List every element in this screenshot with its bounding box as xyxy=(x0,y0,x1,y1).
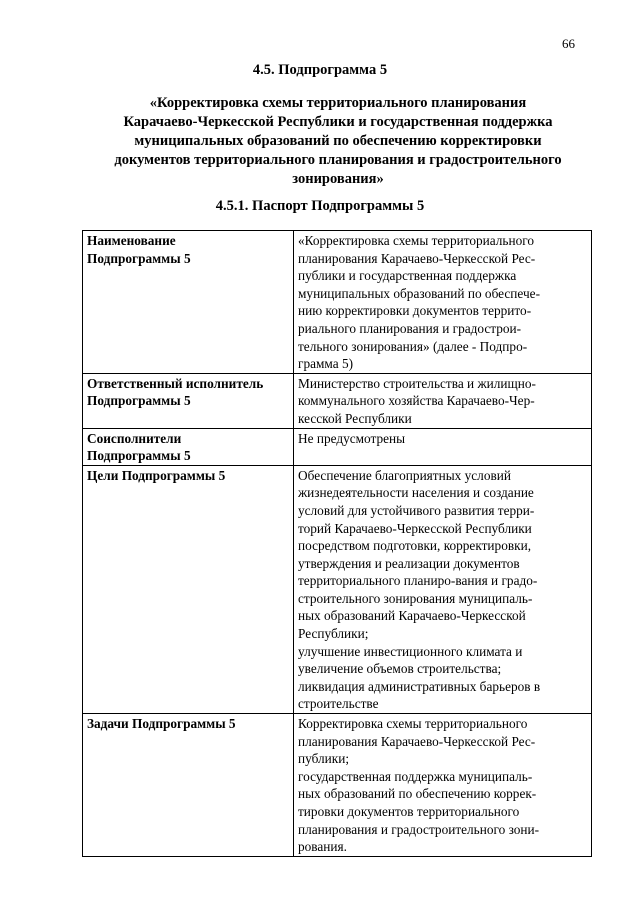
row-value xyxy=(294,714,592,857)
passport-table xyxy=(82,230,592,857)
table-row-tasks xyxy=(83,714,592,857)
row-value-line: публики и государственная поддержка xyxy=(298,268,517,284)
row-value-line: улучшение инвестиционного климата и xyxy=(298,643,523,659)
row-value-line: увеличение объемов строительства; xyxy=(298,661,502,677)
table-row-executor xyxy=(83,373,592,428)
row-value-line: посредством подготовки, корректировки, xyxy=(298,538,532,554)
row-value-line: кесской Республики xyxy=(298,410,412,426)
row-label-line: Ответственный исполнитель xyxy=(87,375,264,391)
row-value-line: рования. xyxy=(298,839,347,855)
row-value-line: планирования и градостроительного зони- xyxy=(298,821,540,837)
row-label-line: Подпрограммы 5 xyxy=(87,250,191,266)
row-label-line: Задачи Подпрограммы 5 xyxy=(87,716,236,732)
row-value-line: строительстве xyxy=(298,696,379,712)
row-value-line: тировки документов территориального xyxy=(298,804,520,819)
row-label xyxy=(83,465,294,713)
table-row-coexecutors xyxy=(83,428,592,465)
row-value-line: тельного зонирования» (далее - Подпро- xyxy=(298,338,528,354)
row-value-line: планирования Карачаево-Черкесской Рес- xyxy=(298,250,536,266)
subprogram-title-line: зонирования» xyxy=(292,171,384,187)
subprogram-title-line: Карачаево-Черкесской Республики и государственная поддержка xyxy=(123,114,553,130)
subprogram-title xyxy=(98,94,578,189)
row-label-line: Цели Подпрограммы 5 xyxy=(87,467,226,483)
row-value-line: коммунального хозяйства Карачаево-Чер- xyxy=(298,393,535,409)
section-title: 4.5. Подпрограмма 5 xyxy=(252,62,388,78)
row-value xyxy=(294,465,592,713)
subprogram-title-line: «Корректировка схемы территориального планирования xyxy=(149,95,527,111)
table-row-goals xyxy=(83,465,592,713)
row-value-line: утверждения и реализации документов xyxy=(298,555,520,571)
row-value-line: публики; xyxy=(298,751,350,767)
row-value-line: «Корректировка схемы территориального xyxy=(298,233,535,248)
row-label xyxy=(83,231,294,374)
row-value xyxy=(294,373,592,428)
row-value-line: торий Карачаево-Черкесской Республики xyxy=(298,520,532,536)
row-value-line: ных образований Карачаево-Черкесской xyxy=(298,608,526,624)
page-number: 66 xyxy=(562,36,575,51)
row-label xyxy=(83,373,294,428)
row-label xyxy=(83,428,294,465)
row-value-line: Не предусмотрены xyxy=(298,430,406,446)
passport-title: 4.5.1. Паспорт Подпрограммы 5 xyxy=(215,198,425,214)
row-label xyxy=(83,714,294,857)
row-value xyxy=(294,428,592,465)
row-label-line: Подпрограммы 5 xyxy=(87,448,191,464)
row-value-line: ных образований по обеспечению коррек- xyxy=(298,786,537,802)
row-value-line: риального планирования и градострои- xyxy=(298,320,522,336)
subprogram-title-line: муниципальных образований по обеспечению корректировки xyxy=(134,133,542,149)
row-value-line: территориального планиро-вания и градо- xyxy=(298,573,538,589)
row-label-line: Наименование xyxy=(87,233,176,248)
row-value-line: ликвидация административных барьеров в xyxy=(298,678,541,694)
table-row-name xyxy=(83,231,592,374)
row-value-line: муниципальных образований по обеспече- xyxy=(298,285,541,301)
row-value-line: Министерство строительства и жилищно- xyxy=(298,375,536,391)
row-value-line: Обеспечение благоприятных условий xyxy=(298,467,511,483)
row-label-line: Соисполнители xyxy=(87,430,182,446)
row-value-line: Республики; xyxy=(298,626,369,642)
subprogram-title-line: документов территориального планирования и градостроительного xyxy=(114,152,562,168)
row-value-line: Корректировка схемы территориального xyxy=(298,716,528,732)
row-value-line: жизнедеятельности населения и создание xyxy=(298,485,534,501)
row-value-line: строительного зонирования муниципаль- xyxy=(298,590,533,606)
row-value xyxy=(294,231,592,374)
row-label-line: Подпрограммы 5 xyxy=(87,393,191,409)
row-value-line: условий для устойчивого развития терри- xyxy=(298,502,535,518)
row-value-line: грамма 5) xyxy=(298,356,354,372)
row-value-line: государственная поддержка муниципаль- xyxy=(298,768,533,784)
row-value-line: нию корректировки документов террито- xyxy=(298,303,532,319)
row-value-line: планирования Карачаево-Черкесской Рес- xyxy=(298,733,536,749)
